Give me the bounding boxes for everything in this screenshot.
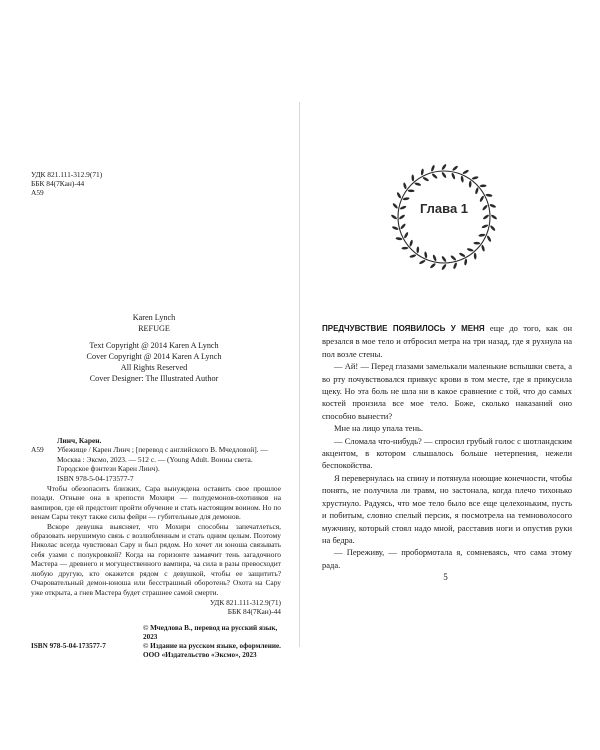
cover-copyright: Cover Copyright @ 2014 Karen A Lynch	[86, 352, 222, 361]
chapter-title: Глава 1	[419, 201, 469, 216]
original-author: Karen Lynch	[132, 313, 176, 322]
bbk-code: ББК 84(7Кан)-44	[31, 179, 85, 188]
bibliographic-codes	[31, 170, 102, 197]
record-isbn: ISBN 978-5-04-173577-7	[57, 473, 134, 483]
right-page	[300, 102, 591, 647]
record-title: Убежище / Карен Линч ; [перевод с английского В. Мчедловой]. — Москва : Эксмо, 2023. — 512 с. — (Young Adult. Воины света. Городское фэнтези Карен Линч).	[57, 445, 268, 474]
author-mark: А59	[31, 188, 44, 197]
edition-rights: © Издание на русском языке, оформление.	[143, 642, 281, 650]
page-number: 5	[443, 572, 448, 582]
bottom-isbn: ISBN 978-5-04-173577-7	[31, 642, 106, 650]
body-paragraph: Я перевернулась на спину и потянула ноющие конечности, чтобы понять, не получила ли травм, но застонала, когда плечо тихонько хрустнуло. Радуясь, что мое тело было все еще целехоньким, пусть и побитым, словно спелый персик, я посмотрела на темноволосого мужчину, который стоял надо мной, расставив ноги и опустив руки на бедра.	[322, 472, 572, 545]
text-copyright: Text Copyright @ 2014 Karen A Lynch	[89, 341, 219, 350]
annotation-paragraph: Чтобы обезопасить близких, Сара вынуждена оставить свое прошлое позади. Отныне она в крепости Мохири — полудемонов-охотников на вампиров, где ей предстоит пройти обучение и стать настоящим воином. Но по венам Сары текут также силы фейри — губительные для демонов.	[31, 484, 281, 522]
translation-rights: © Мчедлова В., перевод на русский язык, 2023	[143, 624, 278, 641]
udk-code: УДК 821.111-312.9(71)	[31, 170, 103, 179]
record-codes	[31, 598, 281, 617]
body-paragraph: — Сломала что-нибудь? — спросил грубый голос с шотландским акцентом, в котором слышалось больше нетерпения, нежели беспокойства.	[322, 435, 572, 471]
annotation	[31, 484, 281, 597]
laurel-wreath-icon	[384, 157, 504, 277]
opening-paragraph: ПРЕДЧУВСТВИЕ ПОЯВИЛОСЬ У МЕНЯ еще до того, как он врезался в мое тело и отбросил метра на три назад, где я рухнула на пол возле стены.	[322, 323, 572, 359]
record-author: Линч, Карен. А59	[31, 436, 102, 455]
rights-block	[31, 624, 281, 660]
annotation-paragraph: Вскоре девушка выясняет, что Мохири способны запечатлеться, образовать нерушимую связь с возлюбленным и стать одним целым. Поэтому Николас всегда чувствовал Сару и был рядом. Но хочет ли юноша связывать себя узами с полукровкой? Когда на горизонте замаячит тень загадочного Мастера — древнего и могущественного вампира, ча сила в разы превосходит любую другую, кто окажется рядом с девушкой, чтобы ее защитить? Очаровательный демон-юноша или бесстрашный оборотень? Охота на Сару уже открыта, а гнев Мастера будет страшнее самой смерти.	[31, 521, 281, 597]
cover-designer: Cover Designer: The Illustrated Author	[89, 374, 219, 383]
book-spread	[9, 102, 591, 659]
chapter-body	[322, 322, 572, 571]
left-page	[9, 102, 300, 659]
record-bbk: ББК 84(7Кан)-44	[227, 607, 281, 617]
record-code: А59	[31, 445, 44, 455]
original-title: REFUGE	[138, 324, 170, 333]
catalog-record	[31, 436, 281, 617]
original-credits	[9, 312, 299, 384]
publisher-rights: ООО «Издательство «Эксмо», 2023	[143, 651, 257, 659]
body-paragraph: Мне на лицо упала тень.	[334, 423, 423, 434]
all-rights-reserved: All Rights Reserved	[120, 363, 188, 372]
lead-in-caps: ПРЕДЧУВСТВИЕ ПОЯВИЛОСЬ У МЕНЯ	[322, 324, 485, 333]
record-udk: УДК 821.111-312.9(71)	[209, 597, 281, 607]
body-paragraph: — Ай! — Перед глазами замелькали маленькие вспышки света, а во рту почувствовался привкус крови в том месте, где я прикусила щеку. Но эта боль не шла ни в какое сравнение с той, что до самых костей пронзила все мое тело. Боже, сколько наказаний оно способно вынести?	[322, 361, 572, 421]
body-paragraph: — Переживу, — пробормотала я, сомневаясь, что сама этому рада.	[322, 547, 572, 570]
